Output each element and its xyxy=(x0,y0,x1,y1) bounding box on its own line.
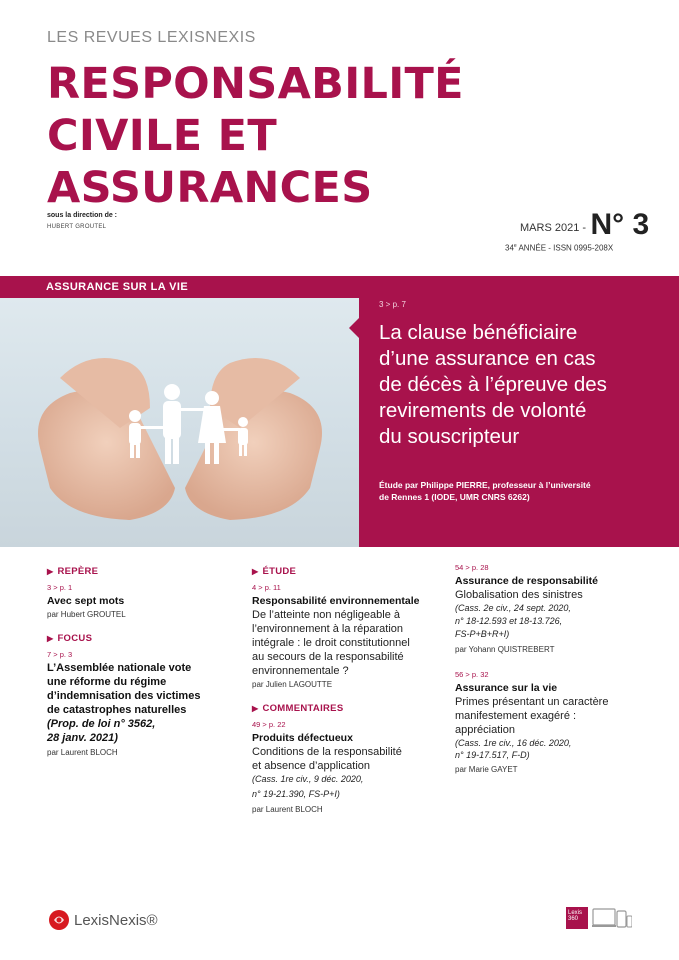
headline-line: du souscripteur xyxy=(379,425,520,448)
comm-body: Conditions de la responsabilité et absence d’application xyxy=(252,746,402,772)
feature-ref: 3 > p. 7 xyxy=(379,300,406,309)
item1-ref: 54 > p. 28 xyxy=(455,563,489,572)
devices-icon xyxy=(592,907,632,931)
year-sup: e xyxy=(513,243,517,249)
journal-title-line: RESPONSABILITÉ xyxy=(47,59,464,109)
issue-date: MARS 2021 - xyxy=(520,222,587,234)
issue-info xyxy=(520,208,649,242)
cover-photo xyxy=(0,298,359,547)
item1-body: Globalisation des sinistres xyxy=(455,589,583,601)
triangle-icon: ▶ xyxy=(47,567,54,576)
item2-author: par Marie GAYET xyxy=(455,765,518,774)
author-line: Étude par Philippe PIERRE, professeur à l’université xyxy=(379,480,591,490)
lexisnexis-logo-icon xyxy=(48,909,70,931)
publisher-name: LES REVUES LEXISNEXIS xyxy=(47,29,256,46)
focus-title[interactable]: L’Assemblée nationale vote une réforme du régime d’indemnisation des victimes de catastrophes naturelles (Prop. de loi n° 3562, 28 janv. 2021) xyxy=(47,662,201,744)
headline-line: revirements de volonté xyxy=(379,399,587,422)
comm-author: par Laurent BLOCH xyxy=(252,805,323,814)
triangle-icon: ▶ xyxy=(252,704,259,713)
comm-title[interactable]: Produits défectueux xyxy=(252,732,353,744)
direction-name: HUBERT GROUTEL xyxy=(47,224,107,230)
feature-headline xyxy=(379,320,669,450)
lexisnexis-logo xyxy=(48,907,248,933)
triangle-icon: ▶ xyxy=(252,567,259,576)
etude-title[interactable]: Responsabilité environnementale xyxy=(252,595,420,607)
section-focus: ▶ FOCUS xyxy=(47,633,93,644)
journal-title-line: ASSURANCES xyxy=(47,163,373,213)
item2-body: Primes présentant un caractère manifestement exagéré : appréciation xyxy=(455,696,609,736)
headline-line: La clause bénéficiaire xyxy=(379,321,578,344)
section-reperes: ▶ REPÈRE xyxy=(47,566,99,577)
feature-notch xyxy=(349,318,359,338)
journal-title-line: CIVILE ET xyxy=(47,111,277,161)
hands-family-illustration xyxy=(0,298,359,547)
year-prefix: 34 xyxy=(505,243,514,253)
etude-ref: 4 > p. 11 xyxy=(252,583,281,592)
etude-author: par Julien LAGOUTTE xyxy=(252,680,333,689)
lexis360-badge xyxy=(566,907,588,929)
direction-label: sous la direction de : xyxy=(47,212,118,219)
year-rest: ANNÉE - ISSN 0995-208X xyxy=(516,243,614,253)
focus-author: par Laurent BLOCH xyxy=(47,748,118,757)
section-commentaires: ▶ COMMENTAIRES xyxy=(252,703,344,714)
section-etude: ▶ ÉTUDE xyxy=(252,566,297,577)
feature-author xyxy=(379,479,659,503)
headline-line: de décès à l’épreuve des xyxy=(379,373,607,396)
logo-text: LexisNexis® xyxy=(74,912,158,929)
section-banner xyxy=(0,276,679,298)
comm-citation: (Cass. 1re civ., 9 déc. 2020, n° 19-21.390, FS-P+I) xyxy=(252,774,364,799)
column-2 xyxy=(252,566,447,814)
author-line: de Rennes 1 (IODE, UMR CNRS 6262) xyxy=(379,492,530,502)
item2-ref: 56 > p. 32 xyxy=(455,670,489,679)
item1-citation: (Cass. 2e civ., 24 sept. 2020, n° 18-12.593 et 18-13.726, FS-P+B+R+I) xyxy=(455,603,571,639)
column-3 xyxy=(455,563,655,774)
item2-title[interactable]: Assurance sur la vie xyxy=(455,682,558,694)
item1-author: par Yohann QUISTREBERT xyxy=(455,645,555,654)
journal-title xyxy=(47,58,464,214)
item2-citation: (Cass. 1re civ., 16 déc. 2020, n° 19-17.517, F-D) xyxy=(455,738,572,760)
issn-line xyxy=(505,243,613,253)
reperes-ref: 3 > p. 1 xyxy=(47,583,73,592)
focus-ref: 7 > p. 3 xyxy=(47,650,73,659)
badge-text: Lexis 360 xyxy=(568,910,583,922)
etude-body: De l’atteinte non négligeable à l’environnement à la réparation intégrale : le droit constitutionnel au secours de la responsabilité environnementale ? xyxy=(252,609,410,677)
triangle-icon: ▶ xyxy=(47,634,54,643)
banner-label: ASSURANCE SUR LA VIE xyxy=(46,281,189,293)
feature-article[interactable] xyxy=(359,298,679,547)
reperes-title[interactable]: Avec sept mots xyxy=(47,595,125,607)
headline-line: d’une assurance en cas xyxy=(379,347,596,370)
reperes-author: par Hubert GROUTEL xyxy=(47,610,126,619)
item1-title[interactable]: Assurance de responsabilité xyxy=(455,575,598,587)
comm-ref: 49 > p. 22 xyxy=(252,720,286,729)
issue-number: N° 3 xyxy=(590,208,650,241)
column-1 xyxy=(47,566,237,757)
